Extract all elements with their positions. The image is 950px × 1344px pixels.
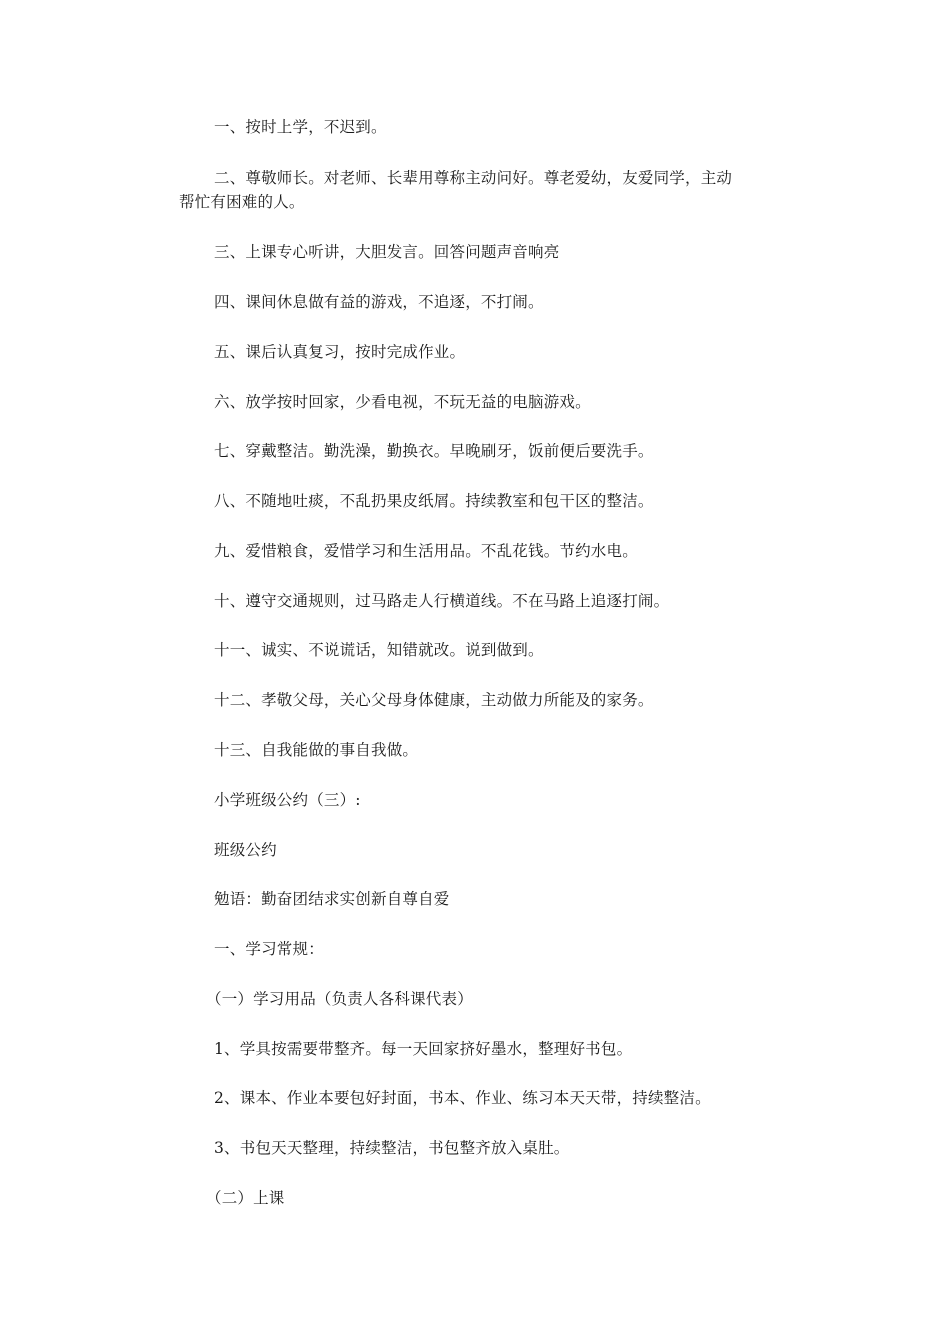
section-heading: 小学班级公约（三）: xyxy=(214,791,361,809)
rule-4: 四、课间休息做有益的游戏，不追逐，不打闹。 xyxy=(214,293,544,311)
rule-10: 十、遵守交通规则，过马路走人行横道线。不在马路上追逐打闹。 xyxy=(214,592,670,610)
study-supplies-heading: （一）学习用品（负责人各科课代表） xyxy=(206,990,473,1008)
rule-8: 八、不随地吐痰，不乱扔果皮纸屑。持续教室和包干区的整洁。 xyxy=(214,492,654,510)
supplies-item-3: 3、书包天天整理，持续整洁，书包整齐放入桌肚。 xyxy=(214,1139,570,1157)
supplies-item-1: 1、学具按需要带整齐。每一天回家挤好墨水，整理好书包。 xyxy=(214,1040,633,1058)
rule-13: 十三、自我能做的事自我做。 xyxy=(214,741,419,759)
rule-11: 十一、诚实、不说谎话，知错就改。说到做到。 xyxy=(214,641,544,659)
class-pact-title: 班级公约 xyxy=(214,841,277,859)
study-routine-heading: 一、学习常规： xyxy=(214,940,324,958)
supplies-item-2: 2、课本、作业本要包好封面，书本、作业、练习本天天带，持续整洁。 xyxy=(214,1089,711,1107)
rule-5: 五、课后认真复习，按时完成作业。 xyxy=(214,343,466,361)
rule-2-continued: 帮忙有困难的人。 xyxy=(179,193,305,211)
rule-2: 二、尊敬师长。对老师、长辈用尊称主动问好。尊老爱幼，友爱同学，主动 xyxy=(214,169,733,187)
rule-1: 一、按时上学，不迟到。 xyxy=(214,118,387,136)
class-heading: （二）上课 xyxy=(206,1189,285,1207)
rule-7: 七、穿戴整洁。勤洗澡，勤换衣。早晚刷牙，饭前便后要洗手。 xyxy=(214,442,654,460)
motto: 勉语：勤奋团结求实创新自尊自爱 xyxy=(214,890,450,908)
rule-3: 三、上课专心听讲，大胆发言。回答问题声音响亮 xyxy=(214,243,560,261)
rule-6: 六、放学按时回家，少看电视，不玩无益的电脑游戏。 xyxy=(214,393,591,411)
rule-12: 十二、孝敬父母，关心父母身体健康，主动做力所能及的家务。 xyxy=(214,691,654,709)
rule-9: 九、爱惜粮食，爱惜学习和生活用品。不乱花钱。节约水电。 xyxy=(214,542,638,560)
